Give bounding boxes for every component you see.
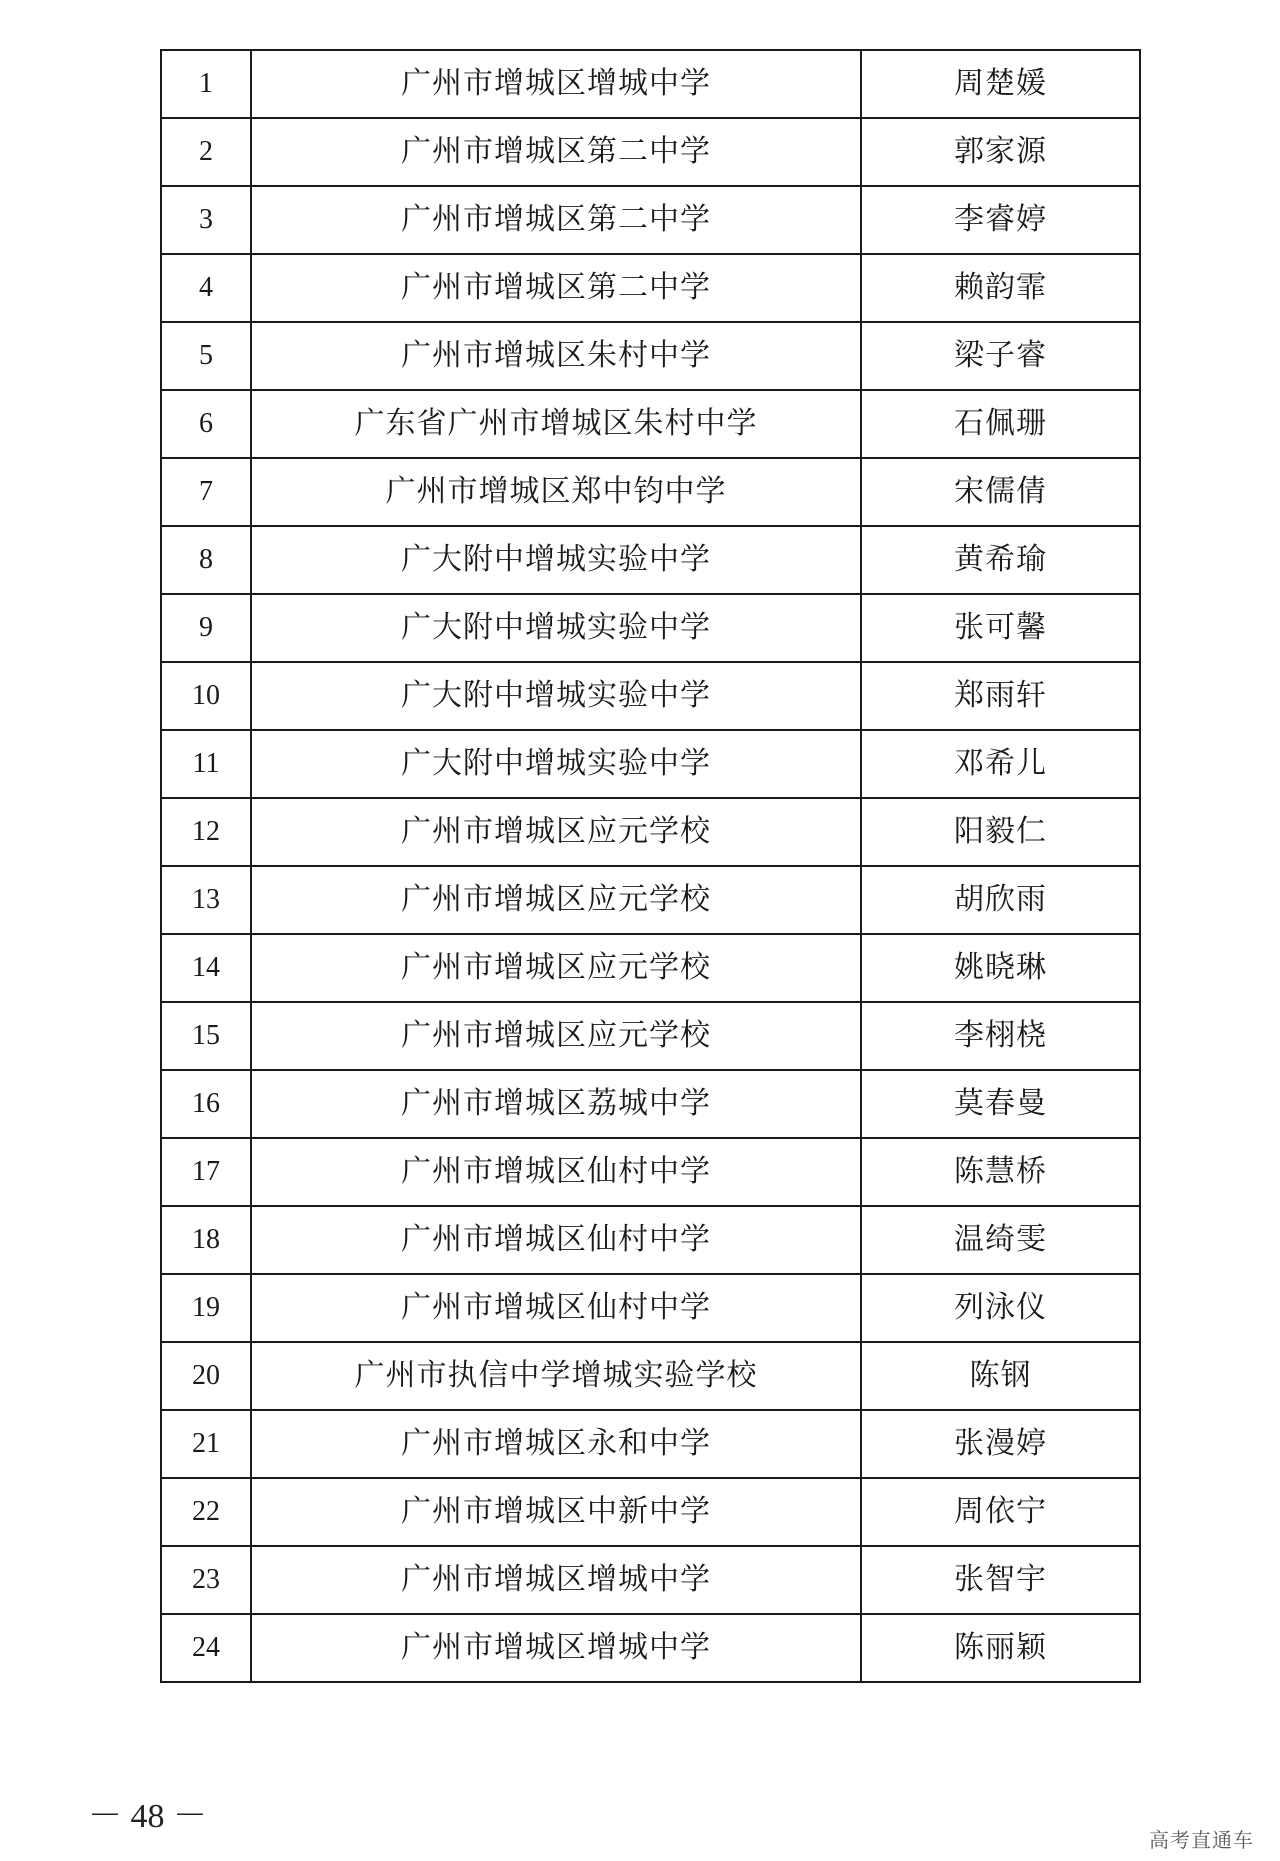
student-name-cell: 石佩珊: [861, 390, 1140, 458]
table-row: [161, 1410, 1140, 1478]
row-number-cell: 1: [161, 50, 251, 118]
school-cell: 广大附中增城实验中学: [251, 594, 861, 662]
table-row: [161, 730, 1140, 798]
table-row: [161, 662, 1140, 730]
row-number-cell: 24: [161, 1614, 251, 1682]
table-row: [161, 1614, 1140, 1682]
table-row: [161, 1206, 1140, 1274]
row-number-cell: 8: [161, 526, 251, 594]
student-name-cell: 张漫婷: [861, 1410, 1140, 1478]
row-number-cell: 6: [161, 390, 251, 458]
table-row: [161, 1274, 1140, 1342]
row-number-cell: 9: [161, 594, 251, 662]
student-name-cell: 温绮雯: [861, 1206, 1140, 1274]
school-cell: 广州市增城区应元学校: [251, 1002, 861, 1070]
watermark-text: 高考直通车: [1149, 1828, 1254, 1852]
table-row: [161, 458, 1140, 526]
school-cell: 广州市增城区应元学校: [251, 934, 861, 1002]
school-cell: 广州市执信中学增城实验学校: [251, 1342, 861, 1410]
student-name-cell: 阳毅仁: [861, 798, 1140, 866]
school-cell: 广州市增城区应元学校: [251, 798, 861, 866]
row-number-cell: 11: [161, 730, 251, 798]
school-cell: 广州市增城区应元学校: [251, 866, 861, 934]
row-number-cell: 5: [161, 322, 251, 390]
school-cell: 广州市增城区仙村中学: [251, 1138, 861, 1206]
student-name-cell: 李睿婷: [861, 186, 1140, 254]
school-cell: 广州市增城区增城中学: [251, 1614, 861, 1682]
row-number-cell: 18: [161, 1206, 251, 1274]
student-name-cell: 宋儒倩: [861, 458, 1140, 526]
student-name-cell: 张智宇: [861, 1546, 1140, 1614]
table-row: [161, 594, 1140, 662]
school-cell: 广州市增城区郑中钧中学: [251, 458, 861, 526]
table-row: [161, 186, 1140, 254]
school-cell: 广大附中增城实验中学: [251, 526, 861, 594]
school-cell: 广州市增城区增城中学: [251, 50, 861, 118]
school-cell: 广州市增城区第二中学: [251, 186, 861, 254]
school-cell: 广州市增城区荔城中学: [251, 1070, 861, 1138]
row-number-cell: 19: [161, 1274, 251, 1342]
roster-body: [161, 50, 1140, 1682]
school-cell: 广州市增城区第二中学: [251, 254, 861, 322]
row-number-cell: 13: [161, 866, 251, 934]
table-row: [161, 798, 1140, 866]
table-row: [161, 934, 1140, 1002]
row-number-cell: 17: [161, 1138, 251, 1206]
student-roster-table: [160, 49, 1141, 1683]
row-number-cell: 4: [161, 254, 251, 322]
student-name-cell: 郑雨轩: [861, 662, 1140, 730]
student-name-cell: 黄希瑜: [861, 526, 1140, 594]
school-cell: 广东省广州市增城区朱村中学: [251, 390, 861, 458]
row-number-cell: 7: [161, 458, 251, 526]
student-name-cell: 赖韵霏: [861, 254, 1140, 322]
table-row: [161, 1546, 1140, 1614]
school-cell: 广州市增城区中新中学: [251, 1478, 861, 1546]
student-name-cell: 李栩桡: [861, 1002, 1140, 1070]
student-name-cell: 莫春曼: [861, 1070, 1140, 1138]
student-name-cell: 胡欣雨: [861, 866, 1140, 934]
student-name-cell: 周楚媛: [861, 50, 1140, 118]
row-number-cell: 23: [161, 1546, 251, 1614]
student-name-cell: 周依宁: [861, 1478, 1140, 1546]
student-name-cell: 陈钢: [861, 1342, 1140, 1410]
school-cell: 广州市增城区朱村中学: [251, 322, 861, 390]
table-row: [161, 322, 1140, 390]
table-row: [161, 118, 1140, 186]
row-number-cell: 14: [161, 934, 251, 1002]
table-row: [161, 254, 1140, 322]
student-name-cell: 梁子睿: [861, 322, 1140, 390]
school-cell: 广州市增城区第二中学: [251, 118, 861, 186]
row-number-cell: 12: [161, 798, 251, 866]
school-cell: 广大附中增城实验中学: [251, 662, 861, 730]
school-cell: 广州市增城区仙村中学: [251, 1206, 861, 1274]
student-name-cell: 郭家源: [861, 118, 1140, 186]
row-number-cell: 20: [161, 1342, 251, 1410]
school-cell: 广州市增城区仙村中学: [251, 1274, 861, 1342]
page-number: － 48 －: [88, 1798, 207, 1835]
row-number-cell: 21: [161, 1410, 251, 1478]
table-row: [161, 50, 1140, 118]
student-name-cell: 列泳仪: [861, 1274, 1140, 1342]
table-row: [161, 1478, 1140, 1546]
table-row: [161, 1002, 1140, 1070]
school-cell: 广州市增城区增城中学: [251, 1546, 861, 1614]
row-number-cell: 3: [161, 186, 251, 254]
table-row: [161, 526, 1140, 594]
student-name-cell: 邓希儿: [861, 730, 1140, 798]
table-row: [161, 866, 1140, 934]
row-number-cell: 22: [161, 1478, 251, 1546]
row-number-cell: 10: [161, 662, 251, 730]
table-row: [161, 1342, 1140, 1410]
school-cell: 广州市增城区永和中学: [251, 1410, 861, 1478]
table-row: [161, 1138, 1140, 1206]
row-number-cell: 16: [161, 1070, 251, 1138]
student-name-cell: 姚晓琳: [861, 934, 1140, 1002]
school-cell: 广大附中增城实验中学: [251, 730, 861, 798]
row-number-cell: 15: [161, 1002, 251, 1070]
student-name-cell: 陈慧桥: [861, 1138, 1140, 1206]
table-row: [161, 1070, 1140, 1138]
row-number-cell: 2: [161, 118, 251, 186]
student-name-cell: 陈丽颖: [861, 1614, 1140, 1682]
table-row: [161, 390, 1140, 458]
student-name-cell: 张可馨: [861, 594, 1140, 662]
